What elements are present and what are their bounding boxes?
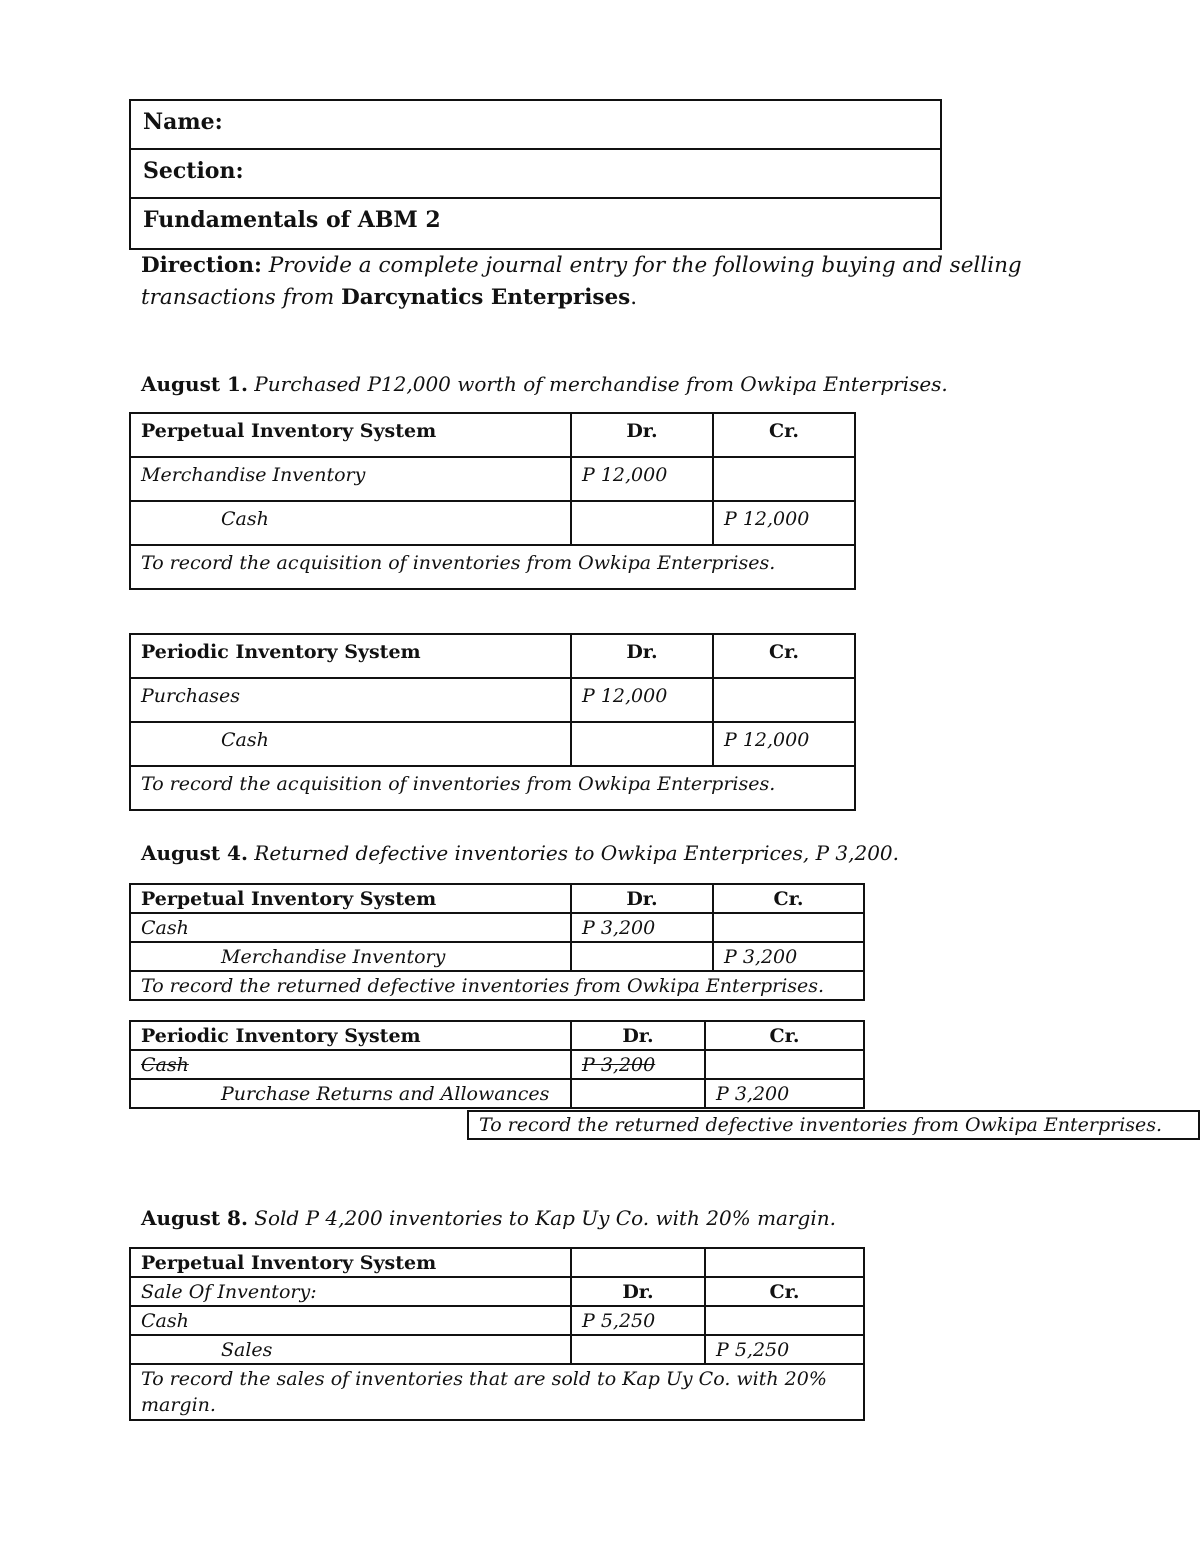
account-cell: Merchandise Inventory — [130, 942, 571, 971]
aug1-periodic-table — [129, 633, 856, 811]
aug8-perpetual-table — [129, 1247, 865, 1421]
cr-cell — [705, 1050, 864, 1079]
table-row — [130, 545, 855, 589]
table-row — [130, 1050, 864, 1079]
aug1-date: August 1. — [141, 372, 248, 396]
dr-cell — [571, 1079, 705, 1108]
table-title: Periodic Inventory System — [130, 1021, 571, 1050]
table-row — [130, 501, 855, 545]
entry-note: To record the sales of inventories that are sold to Kap Uy Co. with 20% margin. — [130, 1364, 864, 1420]
entry-note: To record the acquisition of inventories from Owkipa Enterprises. — [130, 766, 855, 810]
aug4-perpetual-table — [129, 883, 865, 1001]
account-cell: Cash — [130, 722, 571, 766]
table-row — [130, 1335, 864, 1364]
aug4-periodic-table — [129, 1020, 865, 1109]
table-title: Perpetual Inventory System — [130, 884, 571, 913]
table-row — [130, 913, 864, 942]
dr-header: Dr. — [571, 884, 713, 913]
subheader-label: Sale Of Inventory: — [130, 1277, 571, 1306]
account-cell: Cash — [130, 913, 571, 942]
entry-note: To record the returned defective inventories from Owkipa Enterprises. — [130, 971, 864, 1000]
direction-body: Provide a complete journal entry for the following buying and selling transactions from — [141, 253, 1022, 310]
cr-cell: P 12,000 — [713, 722, 855, 766]
dr-cell: P 3,200 — [571, 1050, 705, 1079]
dr-cell — [571, 722, 713, 766]
cr-cell — [713, 913, 864, 942]
header-box — [129, 99, 942, 250]
entry-note: To record the acquisition of inventories from Owkipa Enterprises. — [130, 545, 855, 589]
table-row — [130, 1079, 864, 1108]
table-header-row — [130, 634, 855, 678]
dr-header: Dr. — [571, 413, 713, 457]
table-row — [130, 766, 855, 810]
cr-cell: P 5,250 — [705, 1335, 864, 1364]
aug8-date: August 8. — [141, 1206, 248, 1230]
table-row — [130, 942, 864, 971]
aug1-desc: Purchased P12,000 worth of merchandise from Owkipa Enterprises. — [254, 372, 948, 396]
dr-header: Dr. — [571, 634, 713, 678]
table-row — [130, 1364, 864, 1420]
table-subheader-row — [130, 1277, 864, 1306]
aug4-date: August 4. — [141, 841, 248, 865]
dr-cell: P 5,250 — [571, 1306, 705, 1335]
table-header-row — [130, 884, 864, 913]
direction-label: Direction: — [141, 253, 262, 278]
account-cell: Purchases — [130, 678, 571, 722]
table-header-row — [130, 1021, 864, 1050]
table-row — [130, 722, 855, 766]
aug1-heading — [141, 372, 948, 396]
dr-cell: P 12,000 — [571, 678, 713, 722]
cr-cell: P 3,200 — [713, 942, 864, 971]
cr-cell: P 12,000 — [713, 501, 855, 545]
account-cell: Sales — [130, 1335, 571, 1364]
aug4-desc: Returned defective inventories to Owkipa Enterprices, P 3,200. — [254, 841, 900, 865]
table-header-row — [130, 1248, 864, 1277]
table-title: Perpetual Inventory System — [130, 413, 571, 457]
cr-header: Cr. — [713, 884, 864, 913]
direction-period: . — [630, 285, 638, 310]
empty-cell — [571, 1248, 705, 1277]
account-cell: Merchandise Inventory — [130, 457, 571, 501]
aug8-desc: Sold P 4,200 inventories to Kap Uy Co. with 20% margin. — [254, 1206, 836, 1230]
aug4-heading — [141, 841, 899, 865]
table-row — [130, 678, 855, 722]
section-field[interactable]: Section: — [131, 150, 940, 199]
dr-cell — [571, 942, 713, 971]
account-cell: Purchase Returns and Allowances — [130, 1079, 571, 1108]
cr-header: Cr. — [713, 413, 855, 457]
entry-note-floating: To record the returned defective inventories from Owkipa Enterprises. — [467, 1110, 1200, 1140]
table-header-row — [130, 413, 855, 457]
cr-header: Cr. — [713, 634, 855, 678]
cr-cell — [713, 678, 855, 722]
cr-header: Cr. — [705, 1021, 864, 1050]
cr-cell: P 3,200 — [705, 1079, 864, 1108]
company-name: Darcynatics Enterprises — [341, 285, 631, 310]
table-row — [130, 457, 855, 501]
account-cell: Cash — [130, 501, 571, 545]
cr-header: Cr. — [705, 1277, 864, 1306]
table-title: Periodic Inventory System — [130, 634, 571, 678]
empty-cell — [705, 1248, 864, 1277]
dr-cell — [571, 1335, 705, 1364]
aug8-heading — [141, 1206, 836, 1230]
dr-cell: P 12,000 — [571, 457, 713, 501]
dr-cell: P 3,200 — [571, 913, 713, 942]
table-row — [130, 971, 864, 1000]
direction-text — [141, 250, 1101, 314]
table-row — [130, 1306, 864, 1335]
dr-header: Dr. — [571, 1021, 705, 1050]
cr-cell — [705, 1306, 864, 1335]
dr-cell — [571, 501, 713, 545]
table-title: Perpetual Inventory System — [130, 1248, 571, 1277]
account-cell: Cash — [130, 1050, 571, 1079]
cr-cell — [713, 457, 855, 501]
subject-title: Fundamentals of ABM 2 — [143, 207, 441, 233]
aug1-perpetual-table — [129, 412, 856, 590]
dr-header: Dr. — [571, 1277, 705, 1306]
account-cell: Cash — [130, 1306, 571, 1335]
name-field[interactable]: Name: — [131, 101, 940, 150]
